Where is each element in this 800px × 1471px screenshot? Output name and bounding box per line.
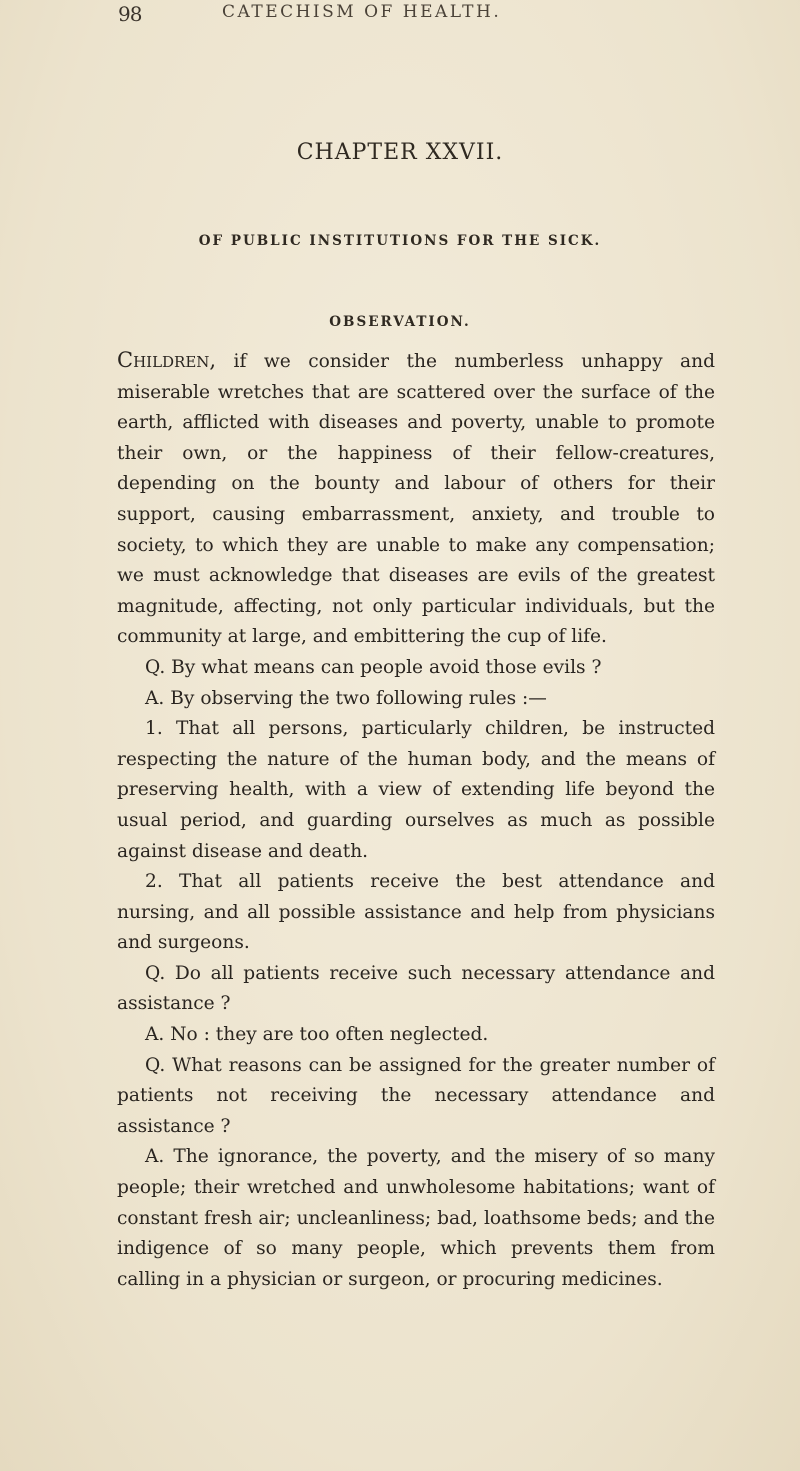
running-head: CATECHISM OF HEALTH.	[222, 2, 502, 22]
chapter-subtitle: OF PUBLIC INSTITUTIONS FOR THE SICK.	[198, 233, 602, 249]
observation-paragraph	[117, 345, 715, 653]
rule-1: 1. That all persons, particularly children, be instructed respecting the nature of the human body, and the means of preserving health, with a view of extending life beyond the usual period, and guarding ourselves as much as possible against disease and death.	[117, 718, 715, 862]
answer-2: A. No : they are too often neglected.	[145, 1024, 489, 1046]
answer-3: A. The ignorance, the poverty, and the misery of so many people; their wretched and unwholesome habitations; want of constant fresh air; uncleanliness; bad, loathsome beds; and the indigence of so many people, which prevents them from calling in a physician or surgeon, or procuring medicines.	[117, 1146, 715, 1290]
question-3: Q. What reasons can be assigned for the greater number of patients not receiving the necessary attendance and assistance ?	[117, 1054, 715, 1137]
question-1: Q. By what means can people avoid those evils ?	[145, 656, 602, 678]
observation-text: if we consider the numberless unhappy and miserable wretches that are scattered over the surface of the earth, afflicted with diseases and poverty, unable to promote their own, or the happiness of their fellow-creatures, depending on the bounty and labour of others for their support, causing embarrassment, anxiety, and trouble to society, to which they are unable to make any compensation; we must acknowledge that diseases are evils of the greatest magnitude, affecting, not only particular individuals, but the community at large, and embittering the cup of life.	[117, 351, 715, 648]
answer-1: A. By observing the two following rules :—	[145, 687, 547, 709]
page-header	[0, 0, 800, 40]
question-2: Q. Do all patients receive such necessary attendance and assistance ?	[117, 962, 715, 1015]
observation-lead-word: Children,	[117, 348, 217, 372]
section-label: OBSERVATION.	[329, 314, 471, 330]
body-text	[117, 345, 715, 1295]
page-number: 98	[118, 2, 142, 26]
rule-2: 2. That all patients receive the best attendance and nursing, and all possible assistance and help from physicians and surgeons.	[117, 871, 715, 954]
chapter-title: CHAPTER XXVII.	[296, 140, 504, 165]
